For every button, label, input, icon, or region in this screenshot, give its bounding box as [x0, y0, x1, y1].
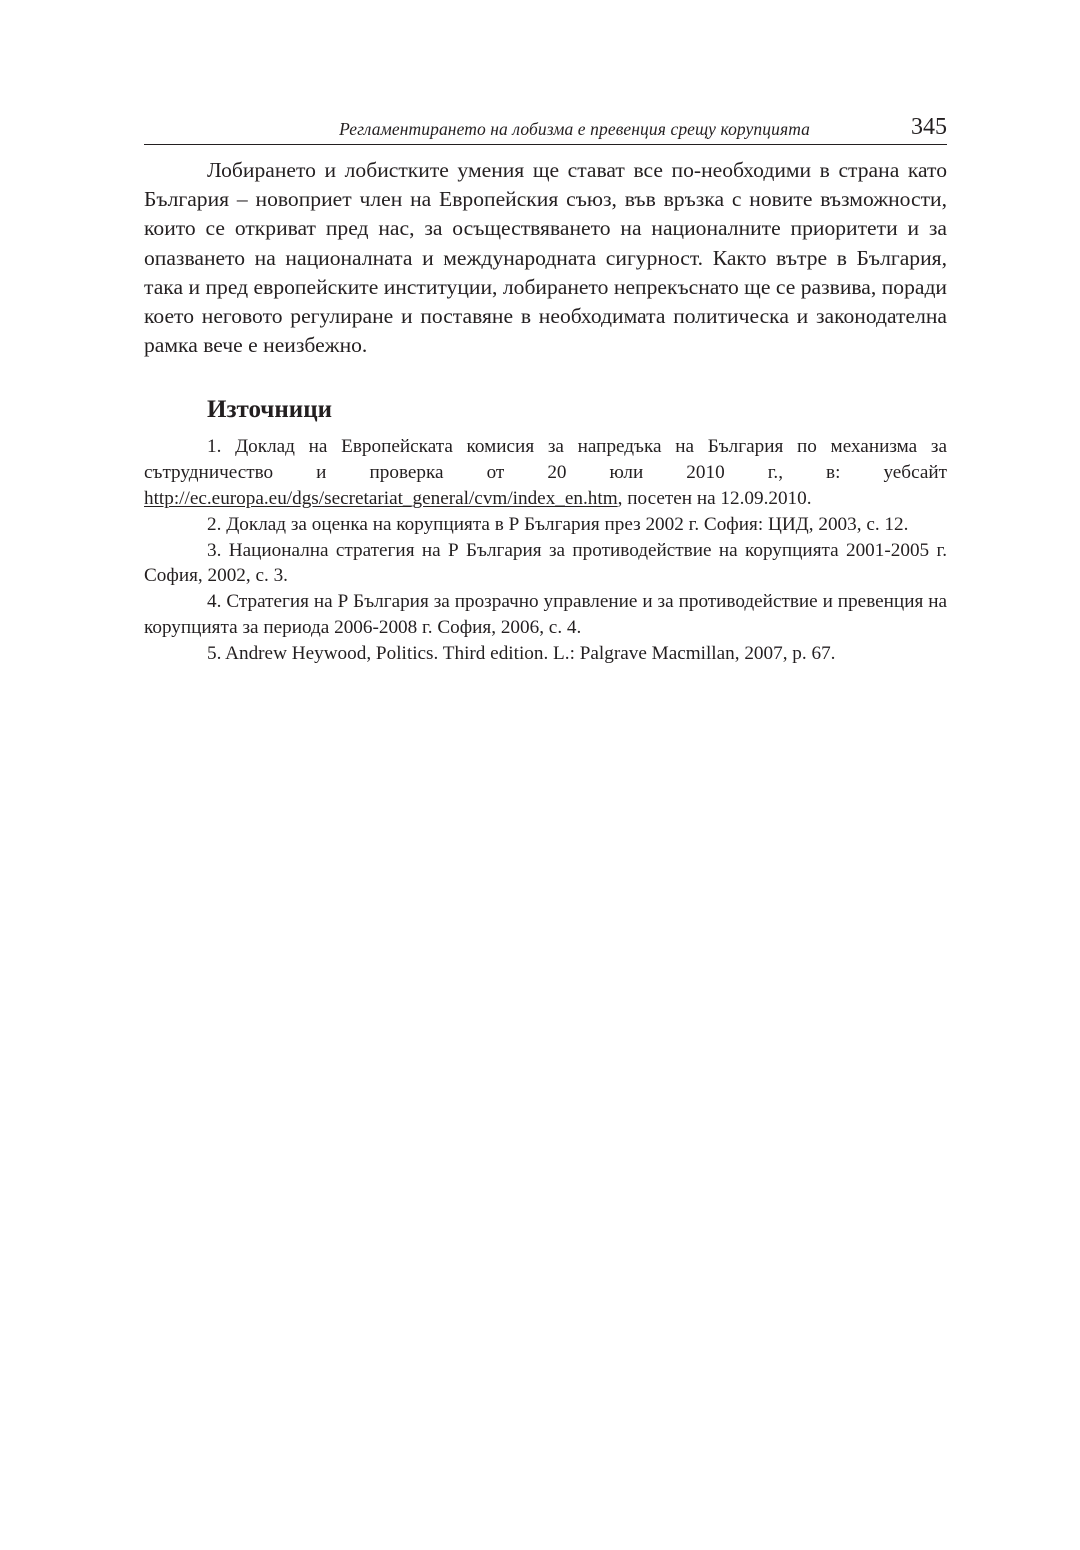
- source-item-2: 2. Доклад за оценка на корупцията в Р България през 2002 г. София: ЦИД, 2003, с. 12.: [207, 513, 909, 535]
- source-item-5: 5. Andrew Heywood, Politics. Third edition. L.: Palgrave Macmillan, 2007, p. 67.: [207, 642, 836, 664]
- sources-heading: Източници: [207, 396, 333, 424]
- source-item-4: 4. Стратегия на Р България за прозрачно управление и за противодействие и превенция на корупцията за периода 2006-2008 г. София, 2006, с. 4.: [144, 591, 947, 638]
- page: [144, 112, 947, 667]
- source-item-1: [144, 434, 947, 511]
- running-head: [144, 112, 947, 145]
- body-paragraph: Лобирането и лобистките умения ще стават все по-необходими в страна като България – новоприет член на Европейския съюз, във връзка с новите възможности, които се откриват пред нас, за осъществяването на националните приоритети и за опазването на националната и международната сигурност. Както вътре в България, така и пред европейските институции, лобирането непрекъснато ще се развива, поради което неговото регулиране и поставяне в необходимата политическа и законодателна рамка вече е неизбежно.: [144, 158, 947, 358]
- source-link[interactable]: http://ec.europa.eu/dgs/secretariat_general/cvm/index_en.htm: [144, 488, 618, 510]
- source-item-3: 3. Национална стратегия на Р България за противодействие на корупцията 2001-2005 г. София, 2002, с. 3.: [144, 539, 947, 587]
- source-text: 1. Доклад на Европейската комисия за напредъка на България по механизма за сътрудничество и проверка от 20 юли 2010 г., в: уебсайт: [144, 436, 947, 484]
- page-number: 345: [911, 114, 947, 140]
- running-title: Регламентирането на лобизма е превенция срещу корупцията: [339, 119, 810, 139]
- source-text: , посетен на 12.09.2010.: [617, 488, 812, 510]
- sources-list: [144, 434, 947, 666]
